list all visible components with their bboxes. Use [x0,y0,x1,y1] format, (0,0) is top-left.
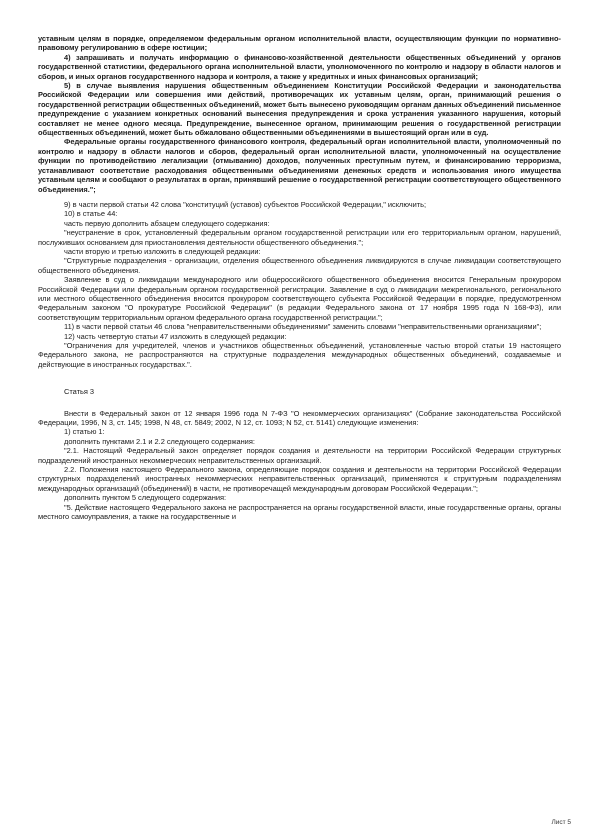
document-body [38,34,561,522]
document-paragraph: уставным целям в порядке, определяемом федеральным органом исполнительной власти, осуществляющим функции по нормативно-правовому регулированию в сфере юстиции; [38,34,561,53]
document-paragraph: 9) в части первой статьи 42 слова "конституций (уставов) субъектов Российской Федерации," исключить; [64,199,427,209]
document-paragraph: Заявление в суд о ликвидации международного или общероссийского общественного объединения вносится Генеральным прокурором Российской Федерации или федеральным органом государственной регистрации. Заявление в суд о ликвидации межрегионального, регионального или местного общественного объединения вносится прокурором соответствующего субъекта Российской Федерации в порядке, предусмотренном Федеральным законом "О прокуратуре Российской Федерации" (в редакции Федерального закона от 17 ноября 1995 года N 168-ФЗ), или соответствующим территориальным органом федерального органа государственной регистрации."; [38,275,561,322]
document-paragraph: дополнить пунктом 5 следующего содержания: [64,493,227,503]
document-paragraph: части вторую и третью изложить в следующей редакции: [64,246,261,256]
article-heading: Статья 3 [64,387,95,397]
document-paragraph: "Ограничения для учредителей, членов и участников общественных объединений, установленные частью второй статьи 19 настоящего Федерального закона, не распространяются на структурные подразделения международных общественных объединений, создаваемые и действующие в иностранных государствах.". [38,341,561,369]
document-paragraph: часть первую дополнить абзацем следующего содержания: [64,218,270,228]
document-paragraph: 4) запрашивать и получать информацию о финансово-хозяйственной деятельности общественных объединений у органов государственной статистики, федерального органа исполнительной власти, уполномоченного по контролю и надзору в области налогов и сборов, и иных органов государственного надзора и контроля, а также у кредитных и иных финансовых организаций; [38,52,561,81]
document-paragraph: 5) в случае выявления нарушения общественным объединением Конституции Российской Федерации и законодательства Российской Федерации или совершения ими действий, противоречащих их уставным целям, орган, принимающий решения о государственной регистрации общественных объединений, может быть вынесено руководящим органам данных объединений письменное предупреждение с указанием конкретных оснований вынесения предупреждения и срока устранения указанного нарушения, который составляет не менее одного месяца. Предупреждение, вынесенное органом, принимающим решения о государственной регистрации общественных объединений, может быть обжаловано общественными объединениями в вышестоящий орган или в суд. [38,81,561,138]
document-paragraph: 1) статью 1: [64,427,105,437]
document-paragraph: 2.2. Положения настоящего Федерального закона, определяющие порядок создания и деятельности на территории Российской Федерации структурных подразделений иностранных некоммерческих неправительственных организаций, применяются к структурным подразделениям международных организаций (объединений) в части, не противоречащей международным договорам Российской Федерации."; [38,465,561,493]
document-paragraph: Внести в Федеральный закон от 12 января 1996 года N 7-ФЗ "О некоммерческих организациях" (Собрание законодательства Российской Федерации, 1996, N 3, ст. 145; 1998, N 48, ст. 5849; 2002, N 12, ст. 1093; N 52, ст. 5141) следующие изменения: [38,408,561,428]
document-paragraph: "5. Действие настоящего Федерального закона не распространяется на органы государственной власти, иные государственные органы, органы местного самоуправления, а также на государственные и [38,502,561,522]
document-paragraph: "неустранение в срок, установленный федеральным органом государственной регистрации или его территориальным органом, нарушений, послуживших основанием для приостановления деятельности общественного объединения."; [38,228,561,247]
document-paragraph: Федеральные органы государственного финансового контроля, федеральный орган исполнительной власти, уполномоченный по контролю и надзору в области налогов и сборов, федеральный орган исполнительной власти, уполномоченный на осуществление функции по противодействию легализации (отмыванию) доходов, полученных преступным путем, и финансированию терроризма, устанавливают соответствие расходования общественными объединениями денежных средств и использования иного имущества уставным целям и сообщают о результатах в орган, принявший решение о государственной регистрации соответствующего общественного объединения."; [38,137,561,194]
document-paragraph: "Структурные подразделения - организации, отделения общественного объединения ликвидируются в случае ликвидации соответствующего общественного объединения. [38,256,561,275]
document-paragraph: 11) в части первой статьи 46 слова "неправительственными объединениями" заменить словами "неправительственными организациями"; [64,322,542,332]
sheet-number: Лист 5 [551,819,571,826]
document-paragraph: 10) в статье 44: [64,209,118,219]
document-paragraph: дополнить пунктами 2.1 и 2.2 следующего содержания: [64,436,255,446]
document-paragraph: 12) часть четвертую статьи 47 изложить в следующей редакции: [64,331,287,341]
document-paragraph: "2.1. Настоящий Федеральный закон определяет порядок создания и деятельности на территории Российской Федерации структурных подразделений иностранных некоммерческих неправительственных организаций. [38,446,561,465]
